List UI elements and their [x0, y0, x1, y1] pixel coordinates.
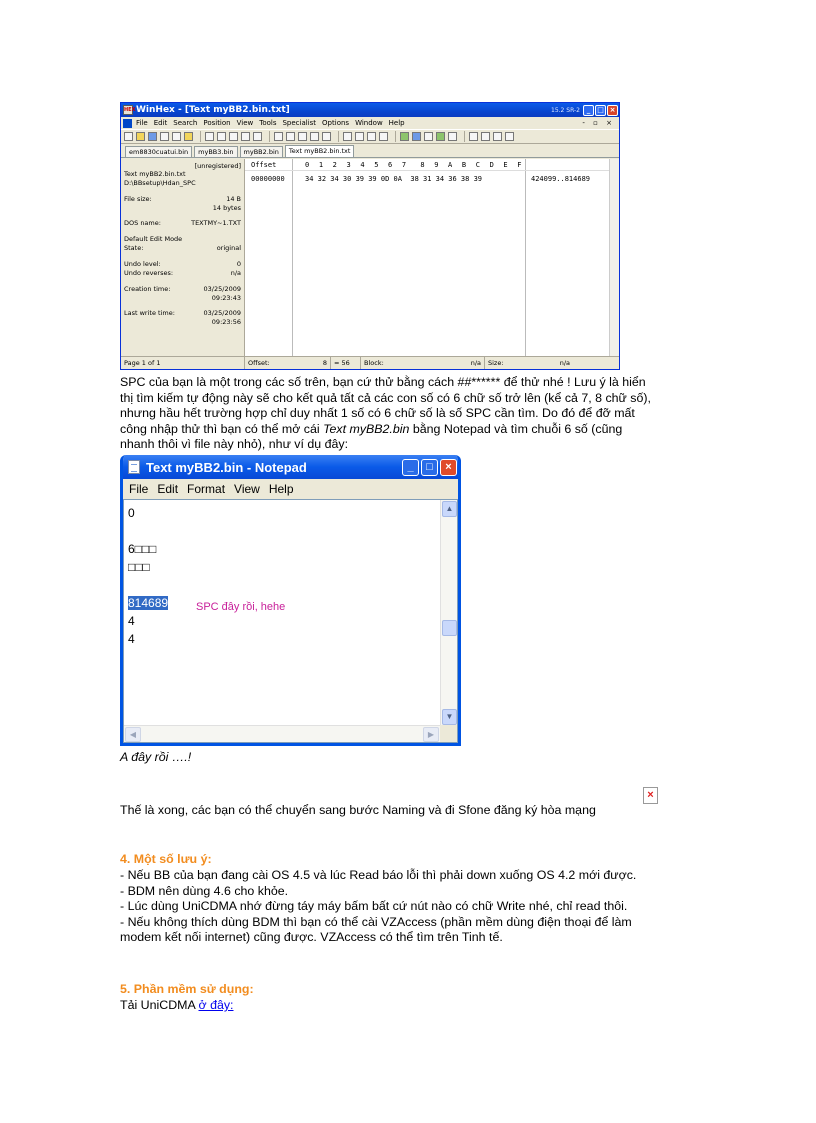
notepad-menu-view[interactable]: View: [234, 482, 260, 496]
notepad-title: Text myBB2.bin - Notepad: [146, 459, 307, 475]
status-size: [485, 357, 573, 369]
note-item: - Lúc dùng UniCDMA nhớ đừng táy máy bấm bất cứ nút nào có chữ Write nhé, chỉ read thôi.: [120, 899, 628, 913]
text-line: [128, 576, 168, 594]
toolbar-separator: [338, 131, 339, 142]
options-icon[interactable]: [505, 132, 514, 141]
para1-line4-post: bằng Notepad và tìm chuỗi 6 số (cũng: [409, 421, 623, 436]
creation-label: Creation time:: [124, 285, 171, 293]
para1-line: [120, 422, 700, 438]
winhex-menu-tools[interactable]: Tools: [259, 119, 277, 127]
toolbar-separator: [269, 131, 270, 142]
prev-icon[interactable]: [481, 132, 490, 141]
spc-annotation: SPC đây rồi, hehe: [196, 601, 286, 613]
winhex-menu-view[interactable]: View: [236, 119, 254, 127]
write-date: 03/25/2009: [203, 309, 241, 317]
status-page: [121, 357, 245, 369]
selected-spc[interactable]: 814689: [128, 596, 169, 610]
status-block: [361, 357, 485, 369]
info-state: [124, 244, 241, 253]
goto-sector-icon[interactable]: [355, 132, 364, 141]
state-label: State:: [124, 244, 144, 252]
ram-icon[interactable]: [436, 132, 445, 141]
note-item: - BDM nên dùng 4.6 cho khỏe.: [120, 883, 289, 898]
properties-icon[interactable]: [172, 132, 181, 141]
note-item: modem kết nối internet) cũng được. VZAccess có thể tìm trên Tinh tế.: [120, 930, 503, 944]
scroll-corner: [440, 725, 457, 742]
info-undo-level: [124, 260, 241, 269]
dos-value: TEXTMY~1.TXT: [191, 219, 241, 227]
winhex-scrollbar[interactable]: [609, 159, 619, 357]
undo-icon[interactable]: [205, 132, 214, 141]
winhex-statusbar: [121, 356, 619, 369]
status-block-value: n/a: [470, 359, 481, 367]
back-arrow-icon[interactable]: [367, 132, 376, 141]
cut-icon[interactable]: [217, 132, 226, 141]
winhex-menu-help[interactable]: Help: [388, 119, 405, 127]
print-icon[interactable]: [160, 132, 169, 141]
info-path: [124, 179, 241, 188]
mdi-window-controls[interactable]: - ▫ ×: [582, 119, 615, 127]
minimize-icon[interactable]: _: [583, 105, 594, 116]
find-hex-icon[interactable]: [286, 132, 295, 141]
replace-text-icon[interactable]: [298, 132, 307, 141]
section4-title: 4. Một số lưu ý:: [120, 852, 212, 866]
winhex-menu-search[interactable]: Search: [173, 119, 198, 127]
notepad-menubar: [123, 479, 458, 499]
text-line: □□□: [128, 560, 150, 574]
info-filesize: [124, 195, 241, 204]
registration-status: [unregistered]: [194, 162, 241, 170]
horizontal-scrollbar[interactable]: [124, 725, 440, 742]
tab-mybb2[interactable]: myBB2.bin: [240, 146, 283, 157]
copy-icon[interactable]: [229, 132, 238, 141]
done-text: Thế là xong, các bạn có thể chuyển sang bước Naming và đi Sfone đăng ký hòa mạng: [120, 803, 596, 817]
winhex-title: WinHex - [Text myBB2.bin.txt]: [136, 105, 290, 115]
scroll-down-icon[interactable]: ▼: [442, 709, 457, 725]
text-column-divider: [525, 159, 526, 357]
maximize-icon[interactable]: □: [595, 105, 606, 116]
scroll-thumb[interactable]: [442, 620, 457, 636]
minimize-icon[interactable]: _: [402, 459, 419, 476]
info-dos-name: [124, 219, 241, 228]
open-disk-icon[interactable]: [184, 132, 193, 141]
close-icon[interactable]: ×: [607, 105, 618, 116]
status-offset-label: Offset:: [248, 359, 270, 367]
notepad-icon: [128, 460, 140, 474]
next-icon[interactable]: [493, 132, 502, 141]
toolbar-separator: [464, 131, 465, 142]
notepad-menu-help[interactable]: Help: [268, 482, 294, 496]
winhex-window: [120, 102, 620, 370]
document-icon: [123, 119, 132, 128]
state-value: original: [216, 244, 241, 252]
info-mode: [124, 235, 241, 244]
text-line: 0: [128, 506, 135, 520]
save-icon[interactable]: [148, 132, 157, 141]
toolbar-separator: [395, 131, 396, 142]
notepad-window: [120, 455, 461, 746]
winhex-menu-options[interactable]: Options: [322, 119, 350, 127]
notepad-content[interactable]: [128, 504, 168, 648]
find-again-icon[interactable]: [322, 132, 331, 141]
goto-offset-icon[interactable]: [343, 132, 352, 141]
file-info-panel: [121, 159, 245, 357]
search-icon[interactable]: [448, 132, 457, 141]
section5-title: 5. Phần mềm sử dụng:: [120, 982, 254, 996]
status-eq-value: = 56: [334, 359, 350, 367]
winhex-menu-edit[interactable]: Edit: [153, 119, 168, 127]
download-text: Tải UniCDMA: [120, 998, 199, 1012]
offset-column-divider: [249, 159, 293, 357]
toolbar-separator: [200, 131, 201, 142]
intro-paragraph: [120, 375, 700, 453]
winhex-titlebar: [121, 103, 619, 117]
hex-editor[interactable]: [245, 159, 609, 357]
replace-hex-icon[interactable]: [310, 132, 319, 141]
path-value: D:\BBsetup\Hdan_SPC: [124, 179, 196, 187]
forward-arrow-icon[interactable]: [379, 132, 388, 141]
winhex-version: 15.2 SR-2: [551, 106, 580, 114]
info-creation: [124, 285, 241, 294]
winhex-body: [121, 159, 619, 357]
status-eq: [331, 357, 361, 369]
winhex-menu-specialist[interactable]: Specialist: [282, 119, 317, 127]
row-text[interactable]: 424099..814689: [531, 175, 591, 183]
para1-line: thị tìm kiếm tự động này sẽ cho kết quả tất cả các con số có 6 chữ số trở lên (kể cả 7, 8 chữ số),: [120, 390, 651, 405]
winhex-app-icon: HEX: [124, 107, 136, 113]
filesize-bytes: 14 bytes: [212, 204, 241, 212]
note-item: - Nếu không thích dùng BDM thì bạn có thể cài VZAccess (phần mềm dùng điện thoại để làm: [120, 914, 632, 929]
status-size-label: Size:: [488, 359, 504, 367]
notepad-titlebar: [120, 455, 461, 479]
text-line: 4: [128, 632, 135, 646]
paste-icon[interactable]: [241, 132, 250, 141]
para1-line: SPC của bạn là một trong các số trên, bạn cứ thử bằng cách ##****** để thử nhé ! Lưu ý là hiển: [120, 375, 646, 389]
filesize-value: 14 B: [226, 195, 241, 203]
info-undo-reverses: [124, 269, 241, 278]
hex-header-offset: Offset: [251, 161, 277, 169]
write-time: 09:23:56: [211, 318, 241, 326]
notepad-text-area[interactable]: [123, 499, 458, 743]
download-line: [120, 998, 700, 1014]
section4-list: [120, 868, 700, 946]
info-last-write: [124, 309, 241, 318]
dos-label: DOS name:: [124, 219, 161, 227]
copy-sectors-icon[interactable]: [412, 132, 421, 141]
paste-write-icon[interactable]: [253, 132, 262, 141]
status-block-label: Block:: [364, 359, 384, 367]
filesize-label: File size:: [124, 195, 152, 203]
tab-text-mybb2[interactable]: Text myBB2.bin.txt: [285, 145, 355, 157]
filename-italic: Text myBB2.bin: [323, 421, 410, 436]
mode-value: Default Edit Mode: [124, 235, 183, 243]
para1-line: nhưng hầu hết trường hợp chỉ duy nhất 1 số có 6 chữ số là số SPC cần tìm. Do đó để đỡ mất: [120, 406, 635, 420]
vertical-scrollbar[interactable]: [440, 500, 457, 726]
winhex-menu-window[interactable]: Window: [355, 119, 383, 127]
download-link[interactable]: ở đây:: [198, 998, 234, 1012]
tab-em8830cuatui[interactable]: em8830cuatui.bin: [125, 146, 192, 157]
close-icon[interactable]: ×: [440, 459, 457, 476]
info-filename: [124, 170, 241, 179]
status-offset: [245, 357, 331, 369]
undo-level-value: 0: [236, 260, 241, 268]
hex-header-columns: 0 1 2 3 4 5 6 7 8 9 A B C D E F: [305, 161, 522, 169]
open-folder-icon[interactable]: [136, 132, 145, 141]
notepad-menu-file[interactable]: File: [129, 482, 149, 496]
creation-time: 09:23:43: [211, 294, 241, 302]
text-line-selected: [128, 594, 168, 612]
winhex-toolbar: [121, 129, 619, 144]
drives-icon[interactable]: [469, 132, 478, 141]
calculator-icon[interactable]: [424, 132, 433, 141]
winhex-menu-position[interactable]: Position: [203, 119, 231, 127]
status-size-value: n/a: [559, 359, 570, 367]
new-file-icon[interactable]: [124, 132, 133, 141]
scroll-left-icon[interactable]: ◀: [125, 727, 141, 742]
notepad-menu-edit[interactable]: Edit: [157, 482, 179, 496]
row-offset: 00000000: [251, 175, 285, 183]
maximize-icon[interactable]: □: [421, 459, 438, 476]
undo-rev-label: Undo reverses:: [124, 269, 174, 277]
scroll-right-icon[interactable]: ▶: [423, 727, 439, 742]
disk-tools-icon[interactable]: [400, 132, 409, 141]
find-text-icon[interactable]: [274, 132, 283, 141]
broken-image-icon: ×: [643, 787, 658, 804]
notepad-menu-format[interactable]: Format: [187, 482, 226, 496]
text-line: 4: [128, 614, 135, 628]
para1-line: nhanh thôi vì file này nhỏ), như ví dụ đây:: [120, 437, 349, 451]
status-offset-value: 8: [322, 359, 327, 367]
filename-value: Text myBB2.bin.txt: [124, 170, 186, 178]
status-page-value: Page 1 of 1: [124, 359, 161, 367]
note-item: - Nếu BB của bạn đang cài OS 4.5 và lúc Read báo lỗi thì phải down xuống OS 4.2 mới được.: [120, 868, 637, 882]
undo-rev-value: n/a: [230, 269, 241, 277]
undo-level-label: Undo level:: [124, 260, 161, 268]
winhex-menu-file[interactable]: File: [136, 119, 148, 127]
write-label: Last write time:: [124, 309, 175, 317]
screenshot-caption: A đây rồi ….!: [120, 750, 192, 764]
creation-date: 03/25/2009: [203, 285, 241, 293]
para1-line4-pre: công nhập thử thì bạn có thể mở cái: [120, 421, 324, 436]
tab-mybb3[interactable]: myBB3.bin: [194, 146, 237, 157]
text-line: 6□□□: [128, 542, 157, 556]
winhex-tabs: [121, 144, 619, 158]
scroll-up-icon[interactable]: ▲: [442, 501, 457, 517]
row-hex-bytes[interactable]: 34 32 34 30 39 39 0D 0A 38 31 34 36 38 39: [305, 175, 483, 183]
text-line: [128, 522, 168, 540]
winhex-menubar: [121, 117, 619, 129]
